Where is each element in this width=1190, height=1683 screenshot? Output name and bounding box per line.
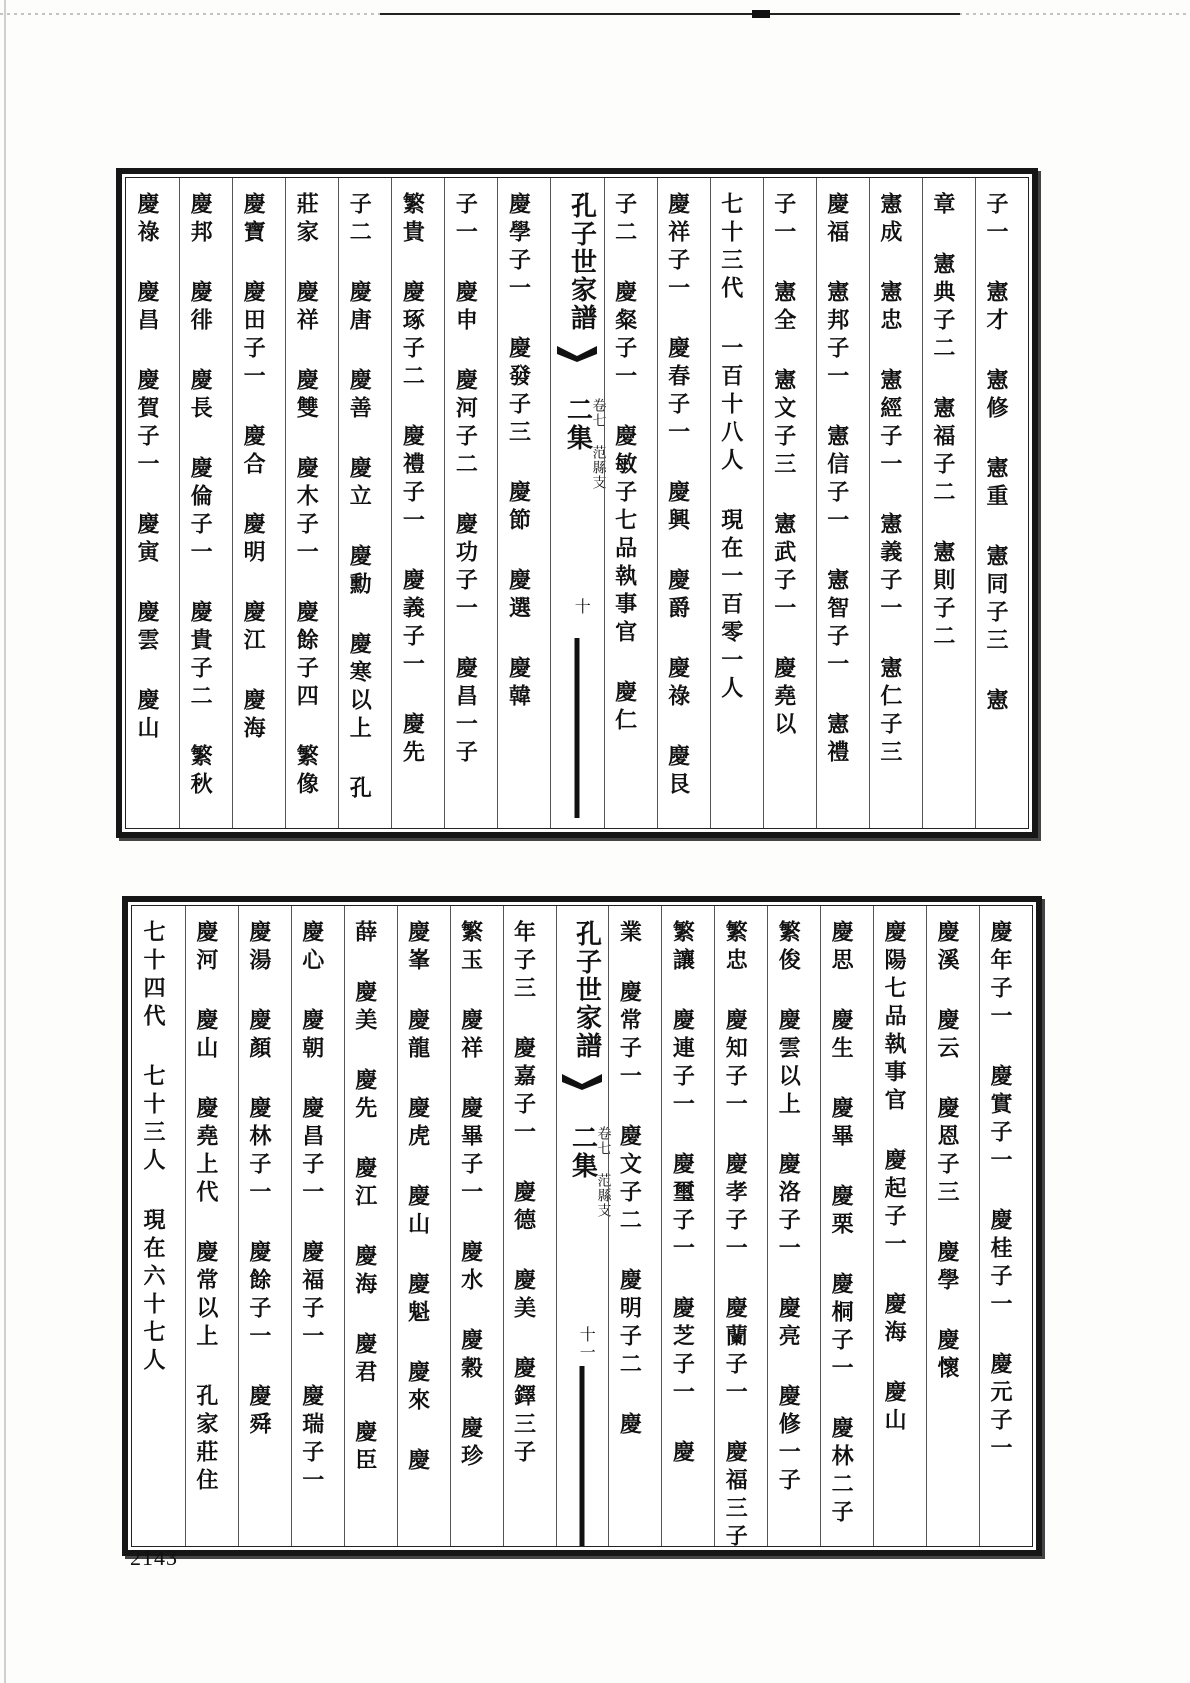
folio-number: 十 xyxy=(572,598,592,616)
center-black-bar xyxy=(575,638,580,818)
folio-number: 十一 xyxy=(577,1326,597,1362)
genealogy-column: 慶祿 慶昌 慶賀子一 慶寅 慶雲 慶山 xyxy=(134,192,161,744)
panel-inner-frame xyxy=(125,177,1029,829)
genealogy-column: 年子三 慶嘉子一 慶德 慶美 慶鐸三子 xyxy=(503,906,556,1546)
genealogy-column: 慶心 慶朝 慶昌子一 慶福子一 慶瑞子一 xyxy=(291,906,344,1546)
genealogy-column: 慶溪 慶云 慶恩子三 慶學 慶懷 xyxy=(926,906,979,1546)
panel-inner-frame xyxy=(131,905,1033,1552)
book-title: 孔子世家譜 xyxy=(566,192,597,332)
genealogy-column: 慶湯 慶顏 慶林子一 慶餘子一 慶舜 xyxy=(238,906,291,1546)
genealogy-column: 憲成 憲忠 憲經子一 憲義子一 憲仁子三 xyxy=(869,178,922,828)
genealogy-column: 慶福 憲邦子一 憲信子一 憲智子一 憲禮 xyxy=(816,178,869,828)
genealogy-panel-upper xyxy=(116,168,1038,838)
genealogy-column: 繁玉 慶祥 慶畢子一 慶水 慶穀 慶珍 xyxy=(450,906,503,1546)
book-title: 孔子世家譜 xyxy=(571,920,602,1060)
genealogy-column: 慶學子一 慶發子三 慶節 慶選 慶韓 xyxy=(497,178,550,828)
genealogy-column: 子一 憲才 憲修 憲重 憲同子三 憲 xyxy=(975,178,1028,828)
genealogy-column: 業 慶常子一 慶文子二 慶明子二 慶 xyxy=(608,906,661,1546)
volume-label: 卷七 范縣支 xyxy=(595,1126,612,1218)
genealogy-column: 慶河 慶山 慶堯上代 慶常以上 孔家莊住 xyxy=(185,906,238,1546)
genealogy-column: 慶年子一 慶實子一 慶桂子一 慶元子一 xyxy=(979,906,1032,1546)
genealogy-column: 繁忠 慶知子一 慶孝子一 慶蘭子一 慶福三子 xyxy=(714,906,767,1546)
genealogy-column: 慶邦 慶徘 慶長 慶倫子一 慶貴子二 繁秋 xyxy=(179,178,232,828)
left-margin-rule xyxy=(4,0,6,1683)
page-number: 2143 xyxy=(130,1545,178,1570)
genealogy-column: 子一 憲全 憲文子三 憲武子一 慶堯以 xyxy=(763,178,816,828)
genealogy-column: 繁貴 慶琢子二 慶禮子一 慶義子一 慶先 xyxy=(391,178,444,828)
genealogy-column: 慶峯 慶龍 慶虎 慶山 慶魁 慶來 慶 xyxy=(397,906,450,1546)
genealogy-column: 七十三代 一百十八人 現在一百零一人 xyxy=(710,178,763,828)
genealogy-column: 章 憲典子二 憲福子二 憲則子二 xyxy=(922,178,975,828)
series-label: 二集 xyxy=(562,396,593,452)
genealogy-column: 繁俊 慶雲以上 慶洛子一 慶亮 慶修一子 xyxy=(767,906,820,1546)
genealogy-column: 薛 慶美 慶先 慶江 慶海 慶君 慶臣 xyxy=(344,906,397,1546)
genealogy-panel-lower xyxy=(122,896,1042,1556)
volume-label: 卷七 范縣支 xyxy=(590,398,607,490)
genealogy-column: 慶寶 慶田子一 慶合 慶明 慶江 慶海 xyxy=(232,178,285,828)
center-black-bar xyxy=(580,1366,585,1546)
fishtail-mark-icon xyxy=(557,346,597,362)
genealogy-column: 子二 慶唐 慶善 慶立 慶勳 慶寒以上 孔 xyxy=(338,178,391,828)
genealogy-column: 慶祥子一 慶春子一 慶興 慶爵 慶祿 慶艮 xyxy=(657,178,710,828)
series-label: 二集 xyxy=(567,1124,598,1180)
genealogy-column: 子一 慶申 慶河子二 慶功子一 慶昌一子 xyxy=(444,178,497,828)
genealogy-column: 慶思 慶生 慶畢 慶栗 慶桐子一 慶林二子 xyxy=(820,906,873,1546)
top-border-rule xyxy=(0,10,1190,18)
genealogy-column: 七十四代 七十三人 現在六十七人 xyxy=(139,920,166,1376)
genealogy-column: 子二 慶粲子一 慶敏子七品執事官 慶仁 xyxy=(604,178,657,828)
genealogy-column: 莊家 慶祥 慶雙 慶木子一 慶餘子四 繁像 xyxy=(285,178,338,828)
genealogy-column: 繁讓 慶連子一 慶璽子一 慶芝子一 慶 xyxy=(661,906,714,1546)
genealogy-column: 慶陽七品執事官 慶起子一 慶海 慶山 xyxy=(873,906,926,1546)
